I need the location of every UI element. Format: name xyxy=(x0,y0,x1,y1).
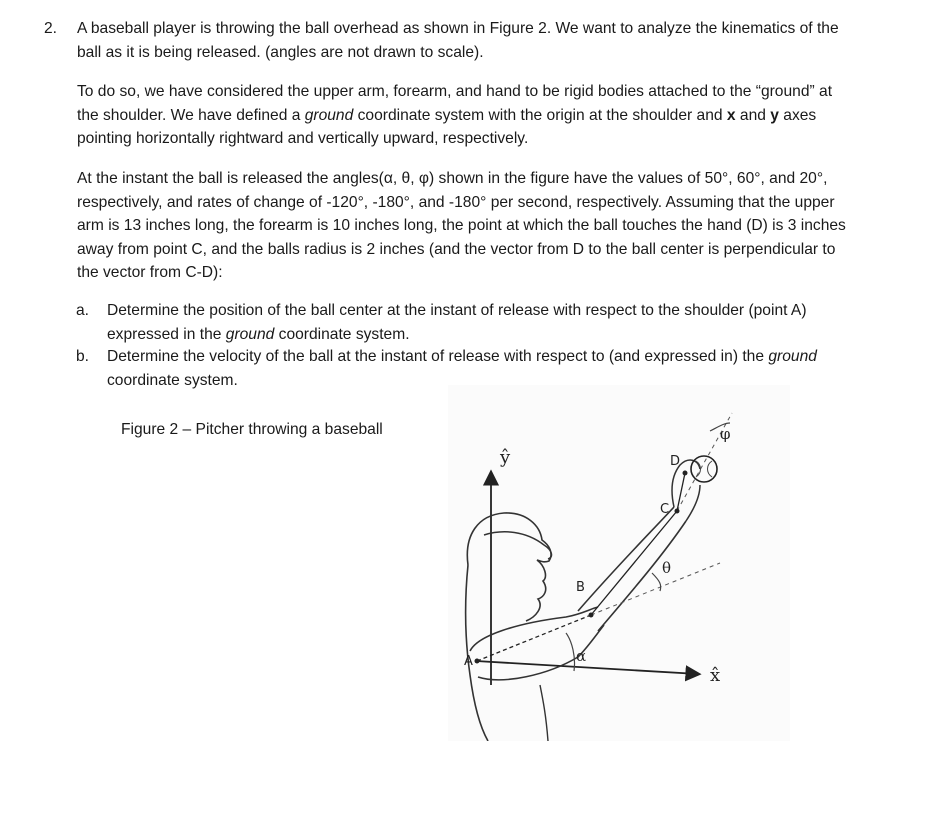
question-number: 2. xyxy=(44,20,58,37)
intro-paragraph xyxy=(77,17,917,64)
part-a-marker: a. xyxy=(76,302,90,319)
point-a-dot xyxy=(475,659,480,664)
point-b-label: B xyxy=(576,580,585,595)
intro-line-1: A baseball player is throwing the ball overhead as shown in Figure 2. We want to analyze the kinematics of the xyxy=(77,20,839,37)
setup-text: and xyxy=(735,106,771,124)
pitcher-figure xyxy=(448,385,790,741)
y-axis-bold: y xyxy=(770,106,779,124)
ground-emphasis: ground xyxy=(768,348,817,365)
part-a-text: coordinate system. xyxy=(274,325,410,343)
part-a-line-2 xyxy=(107,323,897,347)
given-line-2: respectively, and rates of change of -120°, -180°, and -180° per second, respectively. Assuming that the upper xyxy=(77,193,835,211)
theta-label: θ xyxy=(662,559,672,577)
ground-emphasis: ground xyxy=(304,106,354,124)
part-a-line-1: Determine the position of the ball center at the instant of release with respect to the shoulder (point A) xyxy=(107,302,807,319)
part-b-text: Determine the velocity of the ball at the instant of release with respect to (and expressed in) the xyxy=(107,348,769,365)
setup-line-1: To do so, we have considered the upper arm, forearm, and hand to be rigid bodies attached to the “ground” at xyxy=(77,83,833,100)
phi-label: φ xyxy=(720,425,731,443)
intro-line-2: ball as it is being released. (angles are not drawn to scale). xyxy=(77,43,484,61)
given-line-1: At the instant the ball is released the angles(α, θ, φ) shown in the figure have the values of 50°, 60°, and 20°, xyxy=(77,170,828,187)
setup-paragraph xyxy=(77,80,917,151)
given-line-4: away from point C, and the balls radius is 2 inches (and the vector from D to the ball center is perpendicular to xyxy=(77,240,836,258)
point-b-dot xyxy=(589,613,594,618)
setup-line-2 xyxy=(77,104,917,128)
given-line-5: the vector from C-D): xyxy=(77,264,223,282)
y-axis-label: ŷ xyxy=(500,447,511,468)
part-b-line-1 xyxy=(107,345,897,369)
part-a-text: expressed in the xyxy=(107,325,226,343)
given-paragraph xyxy=(77,167,917,285)
pitcher-sketch xyxy=(448,385,790,741)
setup-line-3: pointing horizontally rightward and vertically upward, respectively. xyxy=(77,130,529,148)
figure-caption: Figure 2 – Pitcher throwing a baseball xyxy=(121,421,383,438)
part-b-marker: b. xyxy=(76,348,90,365)
x-axis-label: x̂ xyxy=(710,665,721,686)
setup-text: the shoulder. We have defined a xyxy=(77,106,305,124)
alpha-label: α xyxy=(576,647,587,665)
point-d-label: D xyxy=(670,454,681,469)
x-axis-bold: x xyxy=(726,106,736,124)
point-a-label: A xyxy=(464,654,473,669)
ground-emphasis: ground xyxy=(225,325,275,343)
part-b-line-2: coordinate system. xyxy=(107,371,238,389)
setup-text: coordinate system with the origin at the shoulder and xyxy=(353,106,727,124)
point-c-label: C xyxy=(660,502,670,517)
point-d-dot xyxy=(683,471,688,476)
point-c-dot xyxy=(675,509,680,514)
given-line-3: arm is 13 inches long, the forearm is 10 inches long, the point at which the ball touches the hand (D) is 3 inches xyxy=(77,217,846,235)
setup-text: axes xyxy=(778,106,817,124)
